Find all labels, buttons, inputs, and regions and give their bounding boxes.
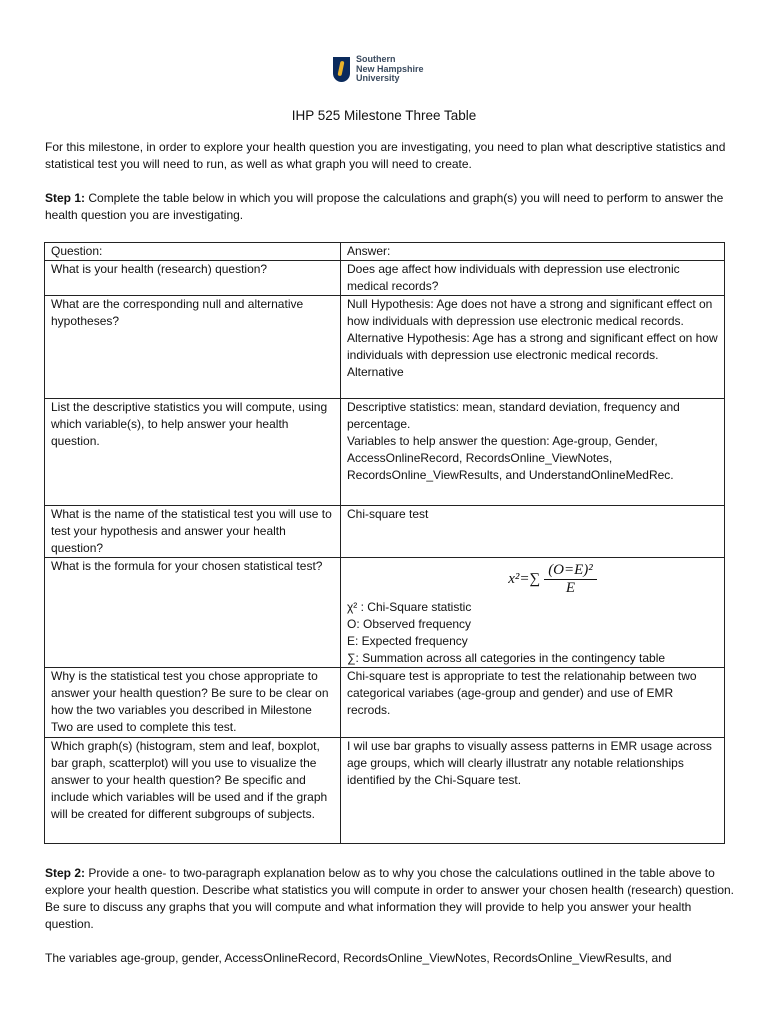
answer-line: χ² : Chi-Square statistic: [347, 600, 472, 614]
answer-cell: [341, 738, 725, 844]
answer-line: Alternative Hypothesis: Age has a strong and significant effect on how individuals with depression use electronic medical records.: [347, 331, 718, 362]
answer-cell: [341, 558, 725, 668]
question-cell: What is your health (research) question?: [45, 261, 341, 296]
step1-paragraph: [45, 190, 735, 224]
formula-numerator: (O=E)²: [544, 562, 597, 580]
table-row: [45, 399, 725, 506]
header-question: Question:: [45, 243, 341, 261]
step2-paragraph: [45, 865, 735, 933]
shield-icon: [333, 57, 350, 82]
step1-label: Step 1:: [45, 191, 86, 205]
question-cell: What is the name of the statistical test you will use to test your hypothesis and answer your health question?: [45, 506, 341, 558]
step2-label: Step 2:: [45, 866, 86, 880]
table-row: [45, 668, 725, 738]
answer-line: Variables to help answer the question: Age-group, Gender, AccessOnlineRecord, RecordsOnline_ViewNotes, RecordsOnline_ViewResults, and UnderstandOnlineMedRec.: [347, 434, 674, 482]
step2-text: Provide a one- to two-paragraph explanation below as to why you chose the calculations outlined in the table above to explore your health question. Describe what statistics you will compute in order to answer your chosen health (research) question. Be sure to discuss any graphs that you will compute and what information they will provide to help you answer your health question.: [45, 866, 735, 931]
answer-line: Descriptive statistics: mean, standard deviation, frequency and percentage.: [347, 400, 680, 431]
question-cell: What are the corresponding null and alternative hypotheses?: [45, 296, 341, 399]
answer-cell: [341, 399, 725, 506]
question-cell: Why is the statistical test you chose appropriate to answer your health question? Be sure to be clear on how the two variables you described in Milestone Two are used to complete this test.: [45, 668, 341, 738]
table-row: [45, 558, 725, 668]
question-cell: What is the formula for your chosen statistical test?: [45, 558, 341, 668]
answer-cell: [341, 296, 725, 399]
formula-denominator: E: [565, 580, 576, 596]
chi-square-formula: [347, 558, 718, 599]
logo-line: University: [356, 73, 400, 83]
milestone-table: [44, 242, 725, 844]
table-row: [45, 738, 725, 844]
logo-line: New Hampshire: [356, 63, 424, 74]
step1-text: Complete the table below in which you will propose the calculations and graph(s) you will need to perform to answer the health question you are investigating.: [45, 191, 724, 222]
answer-line: I wil use bar graphs to visually assess patterns in EMR usage across age groups, which will clearly illustratr any notable relationships identified by the Chi-Square test.: [347, 739, 712, 787]
answer-line: O: Observed frequency: [347, 617, 472, 631]
closing-paragraph: The variables age-group, gender, AccessOnlineRecord, RecordsOnline_ViewNotes, RecordsOnline_ViewResults, and: [45, 951, 672, 965]
table-header-row: [45, 243, 725, 261]
question-cell: Which graph(s) (histogram, stem and leaf, boxplot, bar graph, scatterplot) will you use to visualize the answer to your health question? Be specific and include which variables will be used and if the graph will be created for different subgroups of subjects.: [45, 738, 341, 844]
answer-line: Chi-square test: [347, 507, 429, 521]
answer-cell: [341, 506, 725, 558]
answer-line: Chi-square test is appropriate to test the relationahip between two categorical variabes (age-group and gender) and use of EMR recrods.: [347, 669, 697, 717]
table-row: [45, 261, 725, 296]
answer-cell: [341, 261, 725, 296]
formula-lhs: x²=∑: [508, 571, 541, 587]
answer-line: Does age affect how individuals with depression use electronic medical records?: [347, 262, 680, 293]
answer-cell: [341, 668, 725, 738]
header-answer: Answer:: [341, 243, 725, 261]
table-row: [45, 506, 725, 558]
table-row: [45, 296, 725, 399]
answer-line: E: Expected frequency: [347, 634, 468, 648]
answer-line: Null Hypothesis: Age does not have a strong and significant effect on how individuals with depression use electronic medical records.: [347, 297, 713, 328]
document-title: IHP 525 Milestone Three Table: [291, 108, 477, 123]
university-logo: [333, 55, 424, 84]
answer-line: Alternative: [347, 365, 404, 379]
answer-line: ∑: Summation across all categories in the contingency table: [347, 651, 666, 665]
question-cell: List the descriptive statistics you will compute, using which variable(s), to help answer your health question.: [45, 399, 341, 506]
logo-line: Southern: [356, 54, 396, 64]
intro-paragraph: For this milestone, in order to explore your health question you are investigating, you need to plan what descriptive statistics and statistical test you will need to run, as well as what graph you will need to create.: [45, 140, 726, 171]
